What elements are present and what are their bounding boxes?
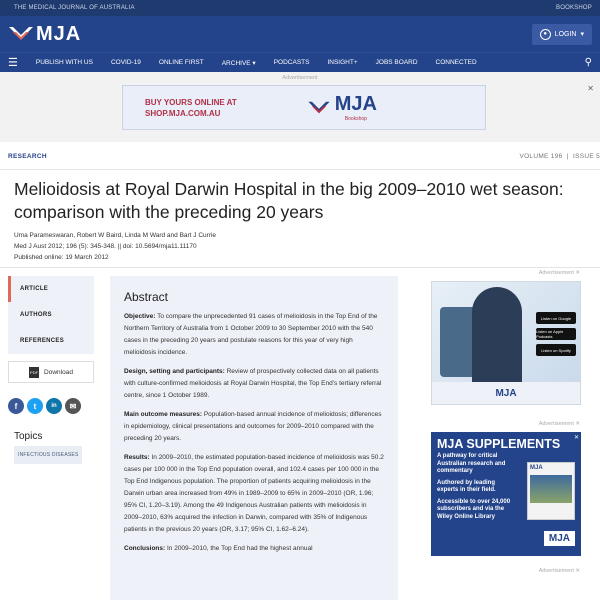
pdf-icon: PDF [29,367,39,378]
close-icon[interactable]: ✕ [573,435,579,441]
abstract-heading: Abstract [124,290,169,304]
article-citation: Med J Aust 2012; 196 (5): 345-348. || doi: 10.5694/mja11.11170 [14,243,197,250]
ad-label: Advertisement ✕ [538,270,580,276]
ad1-brand: MJA [432,382,580,404]
nav-publish[interactable]: PUBLISH WITH US [35,59,93,66]
article-sidenav [8,276,94,354]
login-label: LOGIN [554,30,577,38]
google-podcasts-badge[interactable]: Listen on Google [536,312,576,324]
ad-line-2: SHOP.MJA.COM.AU [145,108,221,118]
abstract-results: Results: In 2009–2010, the estimated population-based incidence of melioidosis was 50.2 cases per 100 000 in the Top End population overall, and 102.4 cases per 100 000 in the Top End Indigenous population. The proportion of patients acquiring melioidosis in the Darwin urban area increased from 49% in 1989–2009 to 65% in 2009–2010 (OR, 1.96; 95% CI, 1.20–3.19). Among the 49 Indigenous Australian patients with melioidosis in 2009–2010, 63% acquired the infection in Darwin, compared with 35% of Indigenous patients in the previous 20 years (OR, 3.17; 95% CI, 1.62–6.24). [124,454,384,533]
sidenav-references[interactable]: REFERENCES [20,338,65,344]
top-utility-bar [0,0,600,16]
ad-label: Advertisement ✕ [538,568,580,574]
spotify-badge[interactable]: Listen on Spotify [536,344,576,356]
email-icon[interactable]: ✉ [65,398,81,414]
top-ad-zone [0,72,600,142]
mja-logo[interactable] [8,23,81,46]
ad2-line-1: A pathway for critical Australian research and commentary [437,453,506,474]
article-authors[interactable]: Uma Parameswaran, Robert W Baird, Linda M Ward and Bart J Currie [14,232,217,239]
site-header [0,16,600,52]
nav-insight[interactable]: INSIGHT+ [327,59,358,66]
published-date: Published online: 19 March 2012 [14,254,109,261]
ad-brand-sub: Bookshop [344,116,367,122]
content-columns [0,268,600,598]
main-nav [0,52,600,72]
nav-archive[interactable]: ARCHIVE ▾ [221,59,256,67]
journal-cover-image: MJA [527,462,575,520]
close-icon[interactable]: ✕ [587,84,594,93]
abstract-outcome: Main outcome measures: Population-based annual incidence of melioidosis; differences in epidemiology, clinical presentations and outcomes for 2009–2010 compared with the preceding 20 years. [124,411,382,442]
nav-online-first[interactable]: ONLINE FIRST [158,59,204,66]
login-button[interactable] [532,24,592,45]
facebook-icon[interactable]: f [8,398,24,414]
topics-heading: Topics [14,431,43,442]
ad-brand: MJA [334,93,377,115]
article-header [0,170,600,263]
abstract-conclusions: Conclusions: In 2009–2010, the Top End had the highest annual [124,545,313,552]
chevron-logo-icon [307,100,331,116]
search-icon[interactable]: ⚲ [584,57,592,68]
download-label: Download [44,368,73,376]
sidenav-article[interactable]: ARTICLE [8,276,94,302]
section-bar [0,144,600,170]
nav-connected[interactable]: CONNECTED [435,59,477,66]
chevron-down-icon: ▾ [580,31,584,38]
nav-podcasts[interactable]: PODCASTS [273,59,310,66]
ad2-brand: MJA [544,531,575,546]
linkedin-icon[interactable]: in [46,398,62,414]
ad-label: Advertisement ✕ [538,421,580,427]
ad2-title: MJA SUPPLEMENTS [437,437,561,451]
download-button[interactable] [8,361,94,383]
chevron-logo-icon [8,25,34,43]
nav-covid[interactable]: COVID-19 [110,59,141,66]
apple-podcasts-badge[interactable]: Listen on Apple Podcasts [536,328,576,340]
user-icon: ● [540,29,551,40]
abstract-box [110,276,398,600]
scientist-image [472,287,522,387]
ad-line-1: BUY YOURS ONLINE AT [145,97,237,107]
nav-jobs[interactable]: JOBS BOARD [375,59,418,66]
ad2-line-2: Authored by leading experts in their field. [437,479,496,493]
twitter-icon[interactable]: t [27,398,43,414]
abstract-objective: Objective: To compare the unprecedented 91 cases of melioidosis in the Top End of the Northern Territory of Australia from 1 October 2009 to 30 September 2010 with the 540 cases in the preceding 20 years and postulate reasons for this year of very high melioidosis incidence. [124,313,378,356]
logo-text: MJA [36,22,82,45]
bookshop-link[interactable]: BOOKSHOP [556,5,592,11]
menu-icon[interactable]: ☰ [8,57,18,69]
share-buttons [8,398,81,414]
volume-issue: VOLUME 196 | ISSUE 5 [519,153,600,160]
podcast-ad[interactable] [431,281,581,405]
supplements-ad[interactable] [431,432,581,556]
ad2-line-3: Accessible to over 24,000 subscribers and via the Wiley Online Library [437,498,511,520]
section-label[interactable]: RESEARCH [8,153,47,160]
sidenav-authors[interactable]: AUTHORS [20,312,52,318]
ad-label: Advertisement [282,75,318,81]
journal-name-link[interactable]: THE MEDICAL JOURNAL OF AUSTRALIA [14,5,135,11]
bookshop-banner-ad[interactable] [122,85,486,130]
topic-tag[interactable]: INFECTIOUS DISEASES [14,446,82,464]
article-title: Melioidosis at Royal Darwin Hospital in the big 2009–2010 wet season: comparison with the preceding 20 years [14,179,564,222]
abstract-design: Design, setting and participants: Review of prospectively collected data on all patients with culture-confirmed melioidosis at Royal Darwin Hospital, the Top End’s tertiary referral centre, since 1 October 1989. [124,368,382,399]
